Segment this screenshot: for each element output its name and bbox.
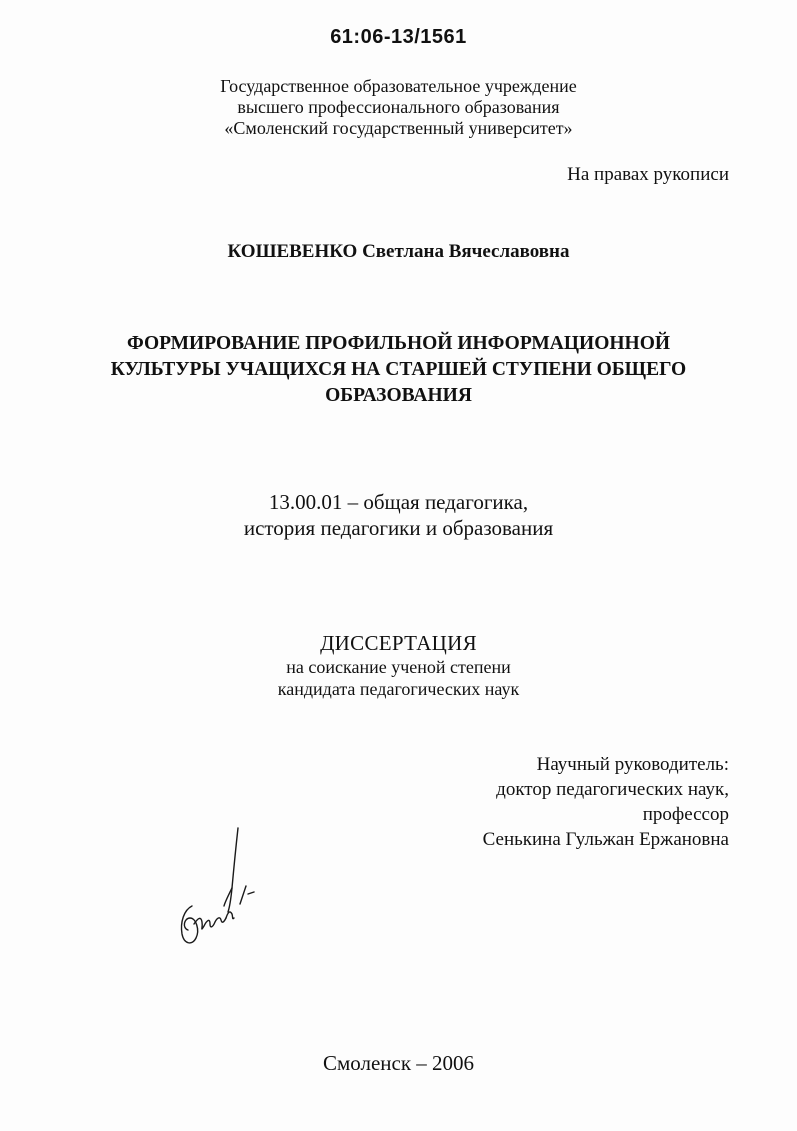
specialty-block [0, 489, 797, 541]
city-year: Смоленск – 2006 [322, 1051, 475, 1075]
title-line: ФОРМИРОВАНИЕ ПРОФИЛЬНОЙ ИНФОРМАЦИОННОЙ [126, 333, 671, 354]
handwritten-signature-icon [170, 826, 265, 956]
title-line: КУЛЬТУРЫ УЧАЩИХСЯ НА СТАРШЕЙ СТУПЕНИ ОБЩЕГО [110, 359, 687, 380]
title-line: ОБРАЗОВАНИЯ [325, 385, 472, 406]
supervisor-name: Сенькина Гульжан Ержановна [482, 829, 729, 850]
rights-note: На правах рукописи [567, 164, 729, 185]
institution-line: Государственное образовательное учреждение [220, 76, 577, 96]
supervisor-degree: доктор педагогических наук, [496, 779, 729, 800]
author-name: КОШЕВЕНКО Светлана Вячеславовна [227, 241, 570, 262]
degree-line: кандидата педагогических наук [277, 679, 520, 699]
specialty-line: история педагогики и образования [243, 516, 554, 540]
institution-block [0, 76, 797, 139]
supervisor-label: Научный руководитель: [536, 754, 729, 775]
degree-block [0, 631, 797, 700]
degree-line: на соискание ученой степени [286, 657, 511, 677]
supervisor-block [483, 752, 729, 852]
institution-line: «Смоленский государственный университет» [224, 118, 573, 138]
archive-stamp-code: 61:06-13/1561 [330, 26, 467, 48]
supervisor-rank: профессор [642, 804, 729, 825]
specialty-line: 13.00.01 – общая педагогика, [268, 490, 529, 514]
institution-line: высшего профессионального образования [237, 97, 560, 117]
degree-heading: ДИССЕРТАЦИЯ [320, 631, 477, 655]
dissertation-title [0, 331, 797, 409]
